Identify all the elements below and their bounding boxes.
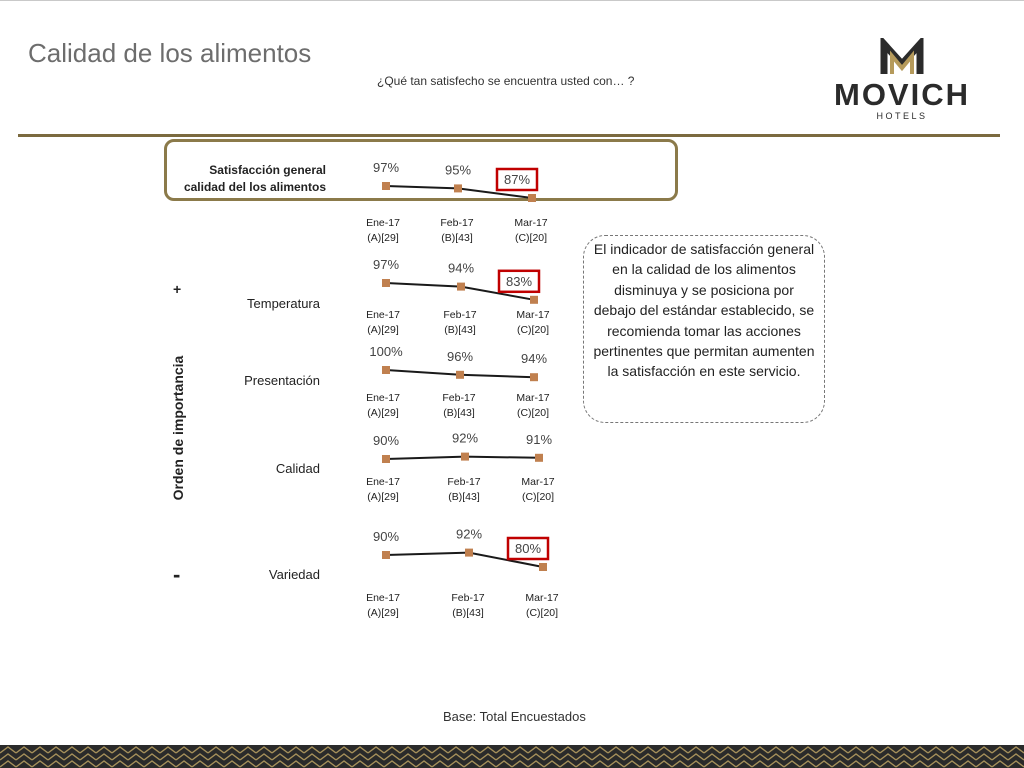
conclusion-callout: El indicador de satisfacción general en la calidad de los alimentos disminuya y se posiciona por debajo del estándar establecido, se recomienda tomar las acciones pertinentes que permitan aumenten la satisfacción en este servicio. [583, 235, 825, 423]
mini-chart-3 [366, 431, 555, 503]
data-label: 94% [520, 351, 548, 367]
data-label: 97% [372, 160, 400, 175]
data-label: 96% [446, 348, 474, 364]
tick-label: (B)[43] [444, 324, 476, 336]
tick-label: (B)[43] [452, 607, 484, 619]
tick-label: Mar-17 [514, 217, 548, 229]
tick-label: (A)[29] [367, 232, 399, 244]
mini-chart-2 [366, 344, 550, 419]
survey-question: ¿Qué tan satisfecho se encuentra usted con… ? [377, 74, 635, 88]
data-point [382, 279, 390, 287]
row-label-calidad: Calidad [275, 461, 320, 476]
mini-chart-0 [366, 160, 548, 244]
data-label: 80% [514, 541, 542, 556]
data-label: 90% [372, 529, 400, 544]
data-point [530, 296, 538, 304]
data-point [535, 454, 543, 462]
tick-label: Feb-17 [440, 217, 474, 229]
data-label: 95% [444, 162, 472, 178]
tick-label: Mar-17 [525, 592, 559, 604]
decorative-bottom-band [0, 745, 1024, 768]
tick-label: Ene-17 [366, 476, 400, 488]
data-label: 87% [503, 172, 531, 187]
row-label-presentacion: Presentación [244, 373, 320, 388]
tick-label: Feb-17 [443, 309, 477, 321]
data-label: 90% [372, 433, 400, 448]
tick-label: (A)[29] [367, 324, 399, 336]
data-point [465, 549, 473, 557]
logo-brand: MOVICH [834, 77, 970, 112]
tick-label: Feb-17 [442, 392, 476, 404]
data-point [530, 373, 538, 381]
logo-tagline: HOTELS [876, 111, 928, 121]
tick-label: Mar-17 [521, 476, 555, 488]
data-point [528, 194, 536, 202]
tick-label: (A)[29] [367, 491, 399, 503]
tick-label: Feb-17 [447, 476, 481, 488]
data-point [382, 366, 390, 374]
data-label: 83% [505, 273, 533, 289]
tick-label: (C)[20] [525, 607, 559, 619]
tick-label: Ene-17 [366, 217, 400, 229]
data-point [539, 563, 547, 571]
tick-label: (A)[29] [367, 407, 399, 419]
row-label-temperatura: Temperatura [247, 296, 320, 311]
page-title: Calidad de los alimentos [28, 38, 312, 68]
base-note: Base: Total Encuestados [443, 709, 586, 724]
mini-chart-4 [366, 527, 559, 619]
tick-label: (C)[20] [516, 407, 550, 419]
tick-label: Feb-17 [451, 592, 485, 604]
importance-minus-sign: - [173, 562, 181, 587]
data-point [456, 371, 464, 379]
overall-label-line-1: Satisfacción general [209, 163, 326, 177]
data-label: 91% [525, 431, 553, 447]
tick-label: (C)[20] [521, 491, 555, 503]
tick-label: Mar-17 [516, 309, 550, 321]
data-point [382, 551, 390, 559]
data-point [382, 182, 390, 190]
data-label: 92% [451, 430, 479, 446]
tick-label: (B)[43] [443, 407, 475, 419]
tick-label: (A)[29] [367, 607, 399, 619]
tick-label: Ene-17 [366, 392, 400, 404]
tick-label: (C)[20] [514, 232, 548, 244]
overall-label-line-2: calidad del los alimentos [183, 180, 326, 194]
importance-plus-sign: + [173, 281, 182, 297]
data-label: 94% [447, 260, 475, 276]
tick-label: Mar-17 [516, 392, 550, 404]
data-label: 97% [372, 257, 400, 272]
tick-label: (B)[43] [441, 232, 473, 244]
tick-label: Ene-17 [366, 309, 400, 321]
data-label: 92% [455, 526, 483, 542]
importance-axis-title: Orden de importancia [170, 355, 186, 501]
data-label: 100% [369, 344, 403, 359]
data-point [454, 184, 462, 192]
data-point [457, 283, 465, 291]
mini-chart-1 [366, 257, 550, 336]
tick-label: (B)[43] [448, 491, 480, 503]
row-label-variedad: Variedad [268, 567, 320, 582]
tick-label: Ene-17 [366, 592, 400, 604]
data-point [461, 453, 469, 461]
data-point [382, 455, 390, 463]
tick-label: (C)[20] [516, 324, 550, 336]
